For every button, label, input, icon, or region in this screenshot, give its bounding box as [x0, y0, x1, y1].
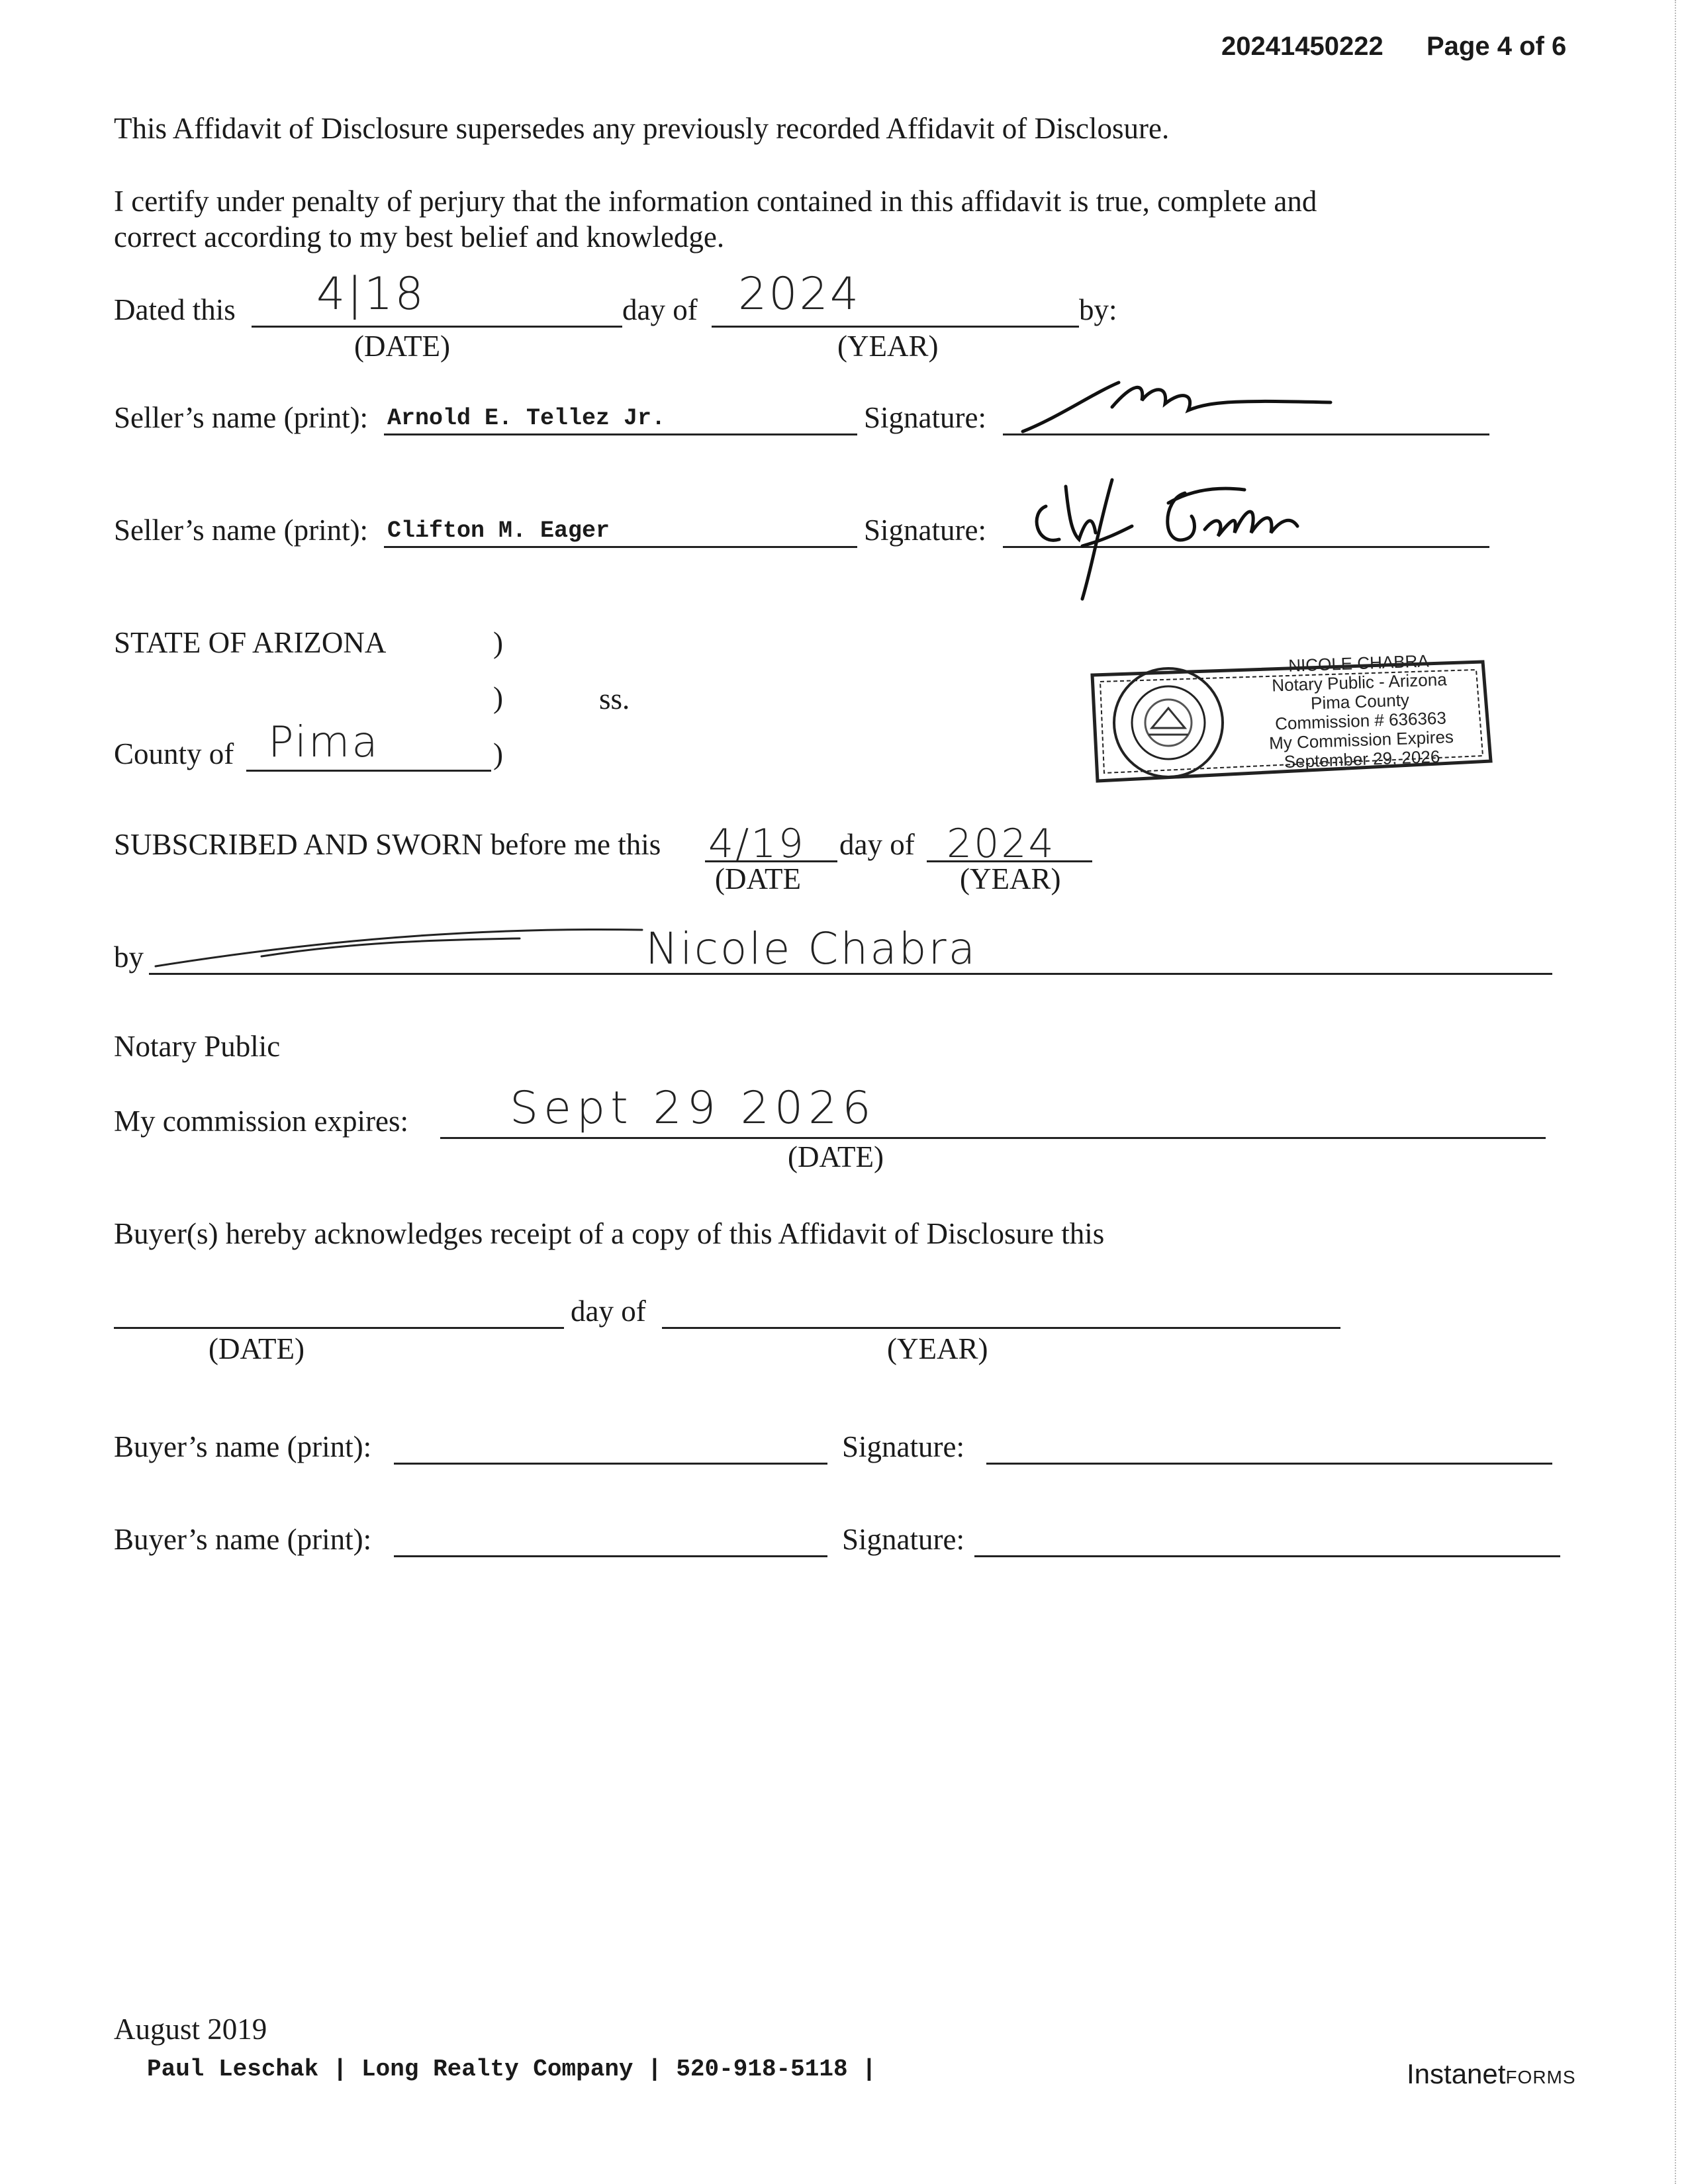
form-date: August 2019 [114, 2013, 267, 2046]
dated-year-caption: (YEAR) [837, 330, 939, 363]
certify-paragraph-line2: correct according to my best belief and knowledge. [114, 220, 725, 253]
commission-date-caption: (DATE) [788, 1140, 884, 1173]
county-label: County of [114, 737, 234, 770]
sworn-by-label: by [114, 940, 144, 974]
seller2-name-line[interactable] [384, 546, 857, 548]
ss-label: ss. [599, 682, 630, 715]
buyer2-name-label: Buyer’s name (print): [114, 1523, 372, 1556]
buyer-ack-date-line[interactable] [114, 1327, 564, 1329]
buyer2-name-line[interactable] [394, 1555, 827, 1557]
notary-signature [149, 907, 652, 973]
venue-paren-1: ) [493, 626, 503, 659]
sworn-date-caption: (DATE [715, 862, 801, 895]
seller1-name-line[interactable] [384, 433, 857, 435]
instanet-forms-logo [1407, 2058, 1576, 2090]
dated-year-line[interactable] [712, 326, 1079, 328]
buyer-ack-year-line[interactable] [662, 1327, 1340, 1329]
sworn-year-handwritten: 2024 [947, 821, 1056, 867]
seller2-signature-label: Signature: [864, 514, 986, 547]
commission-expires-line[interactable] [440, 1137, 1546, 1139]
buyer1-signature-line[interactable] [986, 1463, 1552, 1465]
stamp-commission-number: Commission # 636363 [1274, 707, 1447, 734]
dated-date-caption: (DATE) [354, 330, 450, 363]
buyer2-signature-line[interactable] [974, 1555, 1560, 1557]
buyer-ack-year-caption: (YEAR) [887, 1332, 988, 1365]
seller1-name-label: Seller’s name (print): [114, 401, 369, 434]
stamp-expires-label: My Commission Expires [1268, 727, 1454, 753]
commission-expires-label: My commission expires: [114, 1105, 408, 1138]
document-number: 20241450222 [1221, 32, 1383, 61]
buyer-ack-text: Buyer(s) hereby acknowledges receipt of a copy of this Affidavit of Disclosure this [114, 1217, 1105, 1250]
venue-paren-3: ) [493, 737, 503, 770]
page-indicator: Page 4 of 6 [1427, 32, 1567, 61]
supersedes-paragraph: This Affidavit of Disclosure supersedes any previously recorded Affidavit of Disclosure. [114, 112, 1170, 145]
stamp-county: Pima County [1310, 690, 1410, 713]
agent-footer-line: Paul Leschak | Long Realty Company | 520-918-5118 | [147, 2056, 876, 2083]
sworn-day-of-label: day of [839, 828, 915, 861]
buyer1-name-line[interactable] [394, 1463, 827, 1465]
stamp-notary-title: Notary Public - Arizona [1271, 669, 1448, 696]
dated-by-label: by: [1079, 293, 1117, 326]
sworn-year-caption: (YEAR) [960, 862, 1061, 895]
brand-main: Instanet [1407, 2058, 1506, 2089]
state-seal-icon [1114, 668, 1223, 777]
seller2-name-label: Seller’s name (print): [114, 514, 369, 547]
dated-this-label: Dated this [114, 293, 236, 326]
seller1-signature-label: Signature: [864, 401, 986, 434]
seller1-signature [1013, 371, 1344, 443]
certify-paragraph-line1: I certify under penalty of perjury that the information contained in this affidavit is true, complete and [114, 185, 1317, 218]
dated-day-line[interactable] [252, 326, 622, 328]
commission-expires-handwritten: Sept 29 2026 [510, 1082, 876, 1134]
venue-paren-2: ) [493, 681, 503, 714]
seller2-signature [1019, 467, 1324, 606]
stamp-expires-date: September 29, 2026 [1284, 746, 1440, 772]
seller2-name-value: Clifton M. Eager [387, 518, 610, 544]
sworn-label: SUBSCRIBED AND SWORN before me this [114, 828, 661, 861]
notary-public-label: Notary Public [114, 1030, 281, 1063]
dated-day-of-label: day of [622, 293, 698, 326]
sworn-day-handwritten: 4/19 [708, 821, 806, 867]
state-label: STATE OF ARIZONA [114, 626, 387, 659]
dated-year-handwritten: 2024 [738, 268, 861, 320]
county-line[interactable] [246, 770, 491, 772]
seller1-name-value: Arnold E. Tellez Jr. [387, 405, 666, 432]
buyer-ack-date-caption: (DATE) [209, 1332, 305, 1365]
dated-day-handwritten: 4|18 [316, 268, 426, 320]
county-handwritten: Pima [268, 718, 380, 767]
sworn-by-handwritten: Nicole Chabra [645, 923, 978, 974]
scan-edge [1675, 0, 1676, 2184]
stamp-notary-name: NICOLE CHABRA [1288, 651, 1430, 676]
buyer1-name-label: Buyer’s name (print): [114, 1430, 372, 1463]
buyer-ack-day-of-label: day of [571, 1295, 646, 1328]
buyer2-signature-label: Signature: [842, 1523, 964, 1556]
brand-light: FORMS [1505, 2067, 1576, 2087]
buyer1-signature-label: Signature: [842, 1430, 964, 1463]
notary-stamp [1086, 649, 1496, 788]
